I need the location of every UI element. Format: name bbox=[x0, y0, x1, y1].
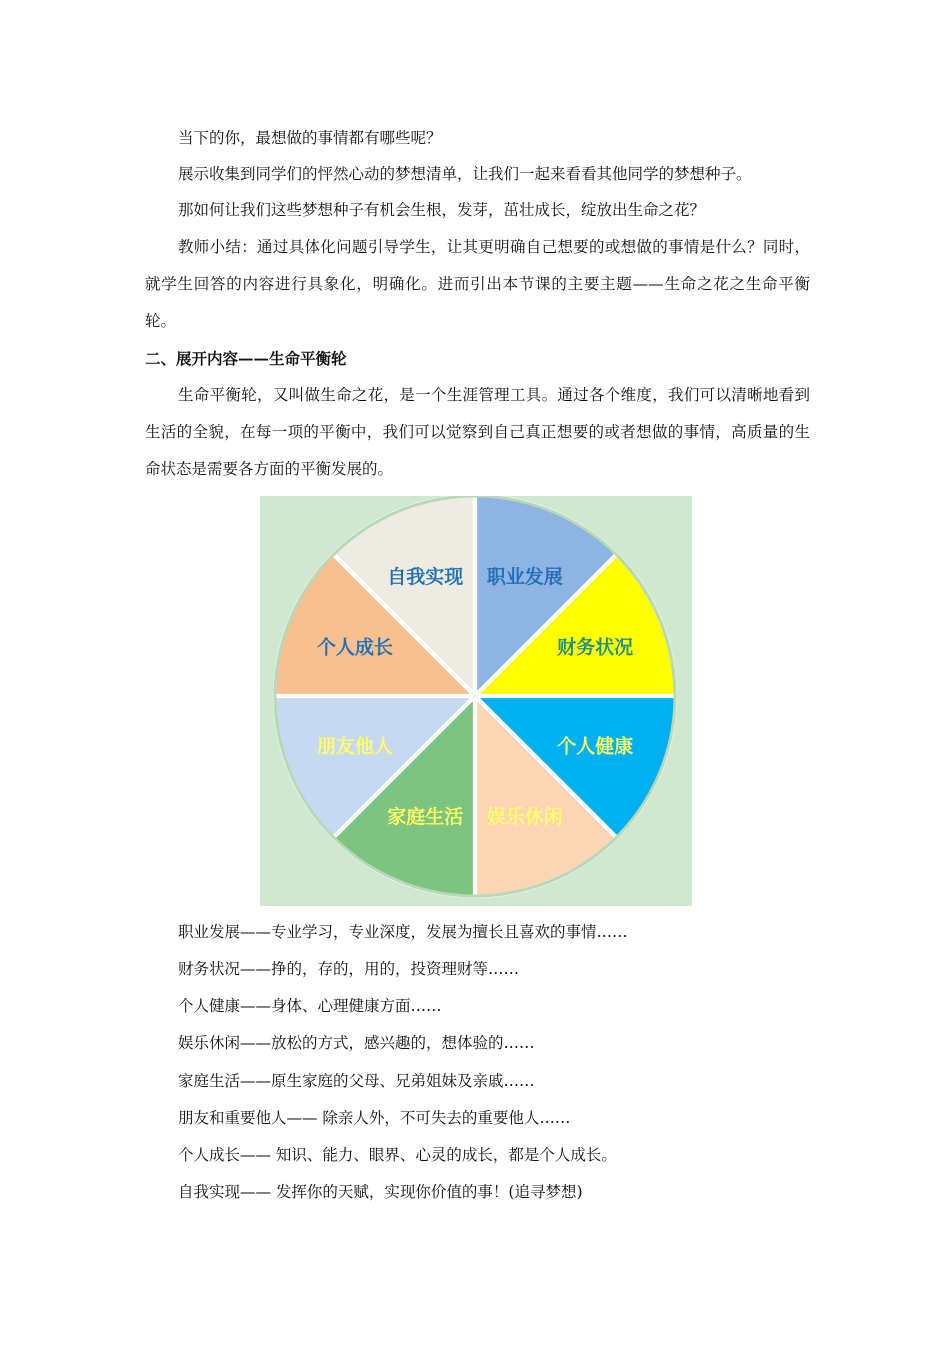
life-balance-wheel-figure bbox=[260, 496, 692, 906]
definition-item: 职业发展——专业学习，专业深度，发展为擅长且喜欢的事情…… bbox=[178, 923, 628, 941]
wheel-segment-label: 自我实现 bbox=[387, 565, 464, 588]
teacher-summary-paragraph: 教师小结：通过具体化问题引导学生，让其更明确自己想要的或想做的事情是什么？同时，就学生回答的内容进行具象化，明确化。进而引出本节课的主要主题——生命之花之生命平衡轮。 bbox=[145, 238, 810, 330]
intro-paragraph-1: 当下的你，最想做的事情都有哪些呢？ bbox=[178, 129, 442, 147]
section-heading: 二、展开内容——生命平衡轮 bbox=[145, 349, 347, 368]
definition-item: 朋友和重要他人—— 除亲人外，不可失去的重要他人…… bbox=[178, 1109, 571, 1127]
wheel-segment-label: 家庭生活 bbox=[387, 806, 464, 829]
wheel-intro-paragraph: 生命平衡轮，又叫做生命之花，是一个生涯管理工具。通过各个维度，我们可以清晰地看到生活的全貌，在每一项的平衡中，我们可以觉察到自己真正想要的或者想做的事情，高质量的生命状态是需要各方面的平衡发展的。 bbox=[145, 386, 810, 478]
intro-paragraph-3: 那如何让我们这些梦想种子有机会生根，发芽，茁壮成长，绽放出生命之花？ bbox=[178, 201, 706, 219]
wheel-segment-label: 个人健康 bbox=[557, 735, 634, 758]
wheel-segment-label: 个人成长 bbox=[316, 636, 393, 659]
definition-item: 娱乐休闲——放松的方式，感兴趣的，想体验的…… bbox=[178, 1034, 535, 1052]
wheel-segment-label: 财务状况 bbox=[557, 636, 634, 659]
definition-item: 个人成长—— 知识、能力、眼界、心灵的成长，都是个人成长。 bbox=[178, 1146, 617, 1164]
intro-paragraph-2: 展示收集到同学们的怦然心动的梦想清单，让我们一起来看看其他同学的梦想种子。 bbox=[178, 165, 752, 183]
wheel-segment-label: 娱乐休闲 bbox=[486, 806, 563, 829]
wheel-segment-label: 职业发展 bbox=[486, 565, 563, 588]
wheel-segment-label: 朋友他人 bbox=[316, 735, 393, 758]
wheel-rim bbox=[275, 496, 675, 896]
definition-item: 自我实现—— 发挥你的天赋，实现你价值的事！(追寻梦想) bbox=[178, 1183, 583, 1201]
definition-item: 家庭生活——原生家庭的父母、兄弟姐妹及亲戚…… bbox=[178, 1072, 535, 1090]
life-balance-wheel bbox=[260, 496, 692, 906]
definition-item: 财务状况——挣的，存的，用的，投资理财等…… bbox=[178, 960, 520, 978]
definition-item: 个人健康——身体、心理健康方面…… bbox=[178, 997, 442, 1015]
